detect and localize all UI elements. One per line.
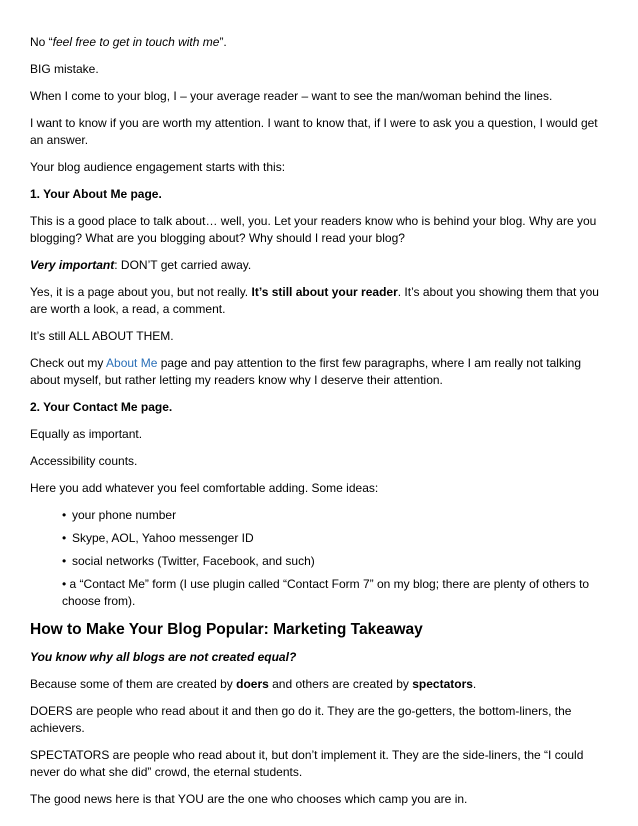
paragraph-average-reader: When I come to your blog, I – your average reader – want to see the man/woman behind the lines. xyxy=(30,89,553,103)
text: ”. xyxy=(219,35,227,49)
bold-italic-question: You know why all blogs are not created equal? xyxy=(30,650,297,664)
list-item-text: a “Contact Me” form (I use plugin called “Contact Form 7” on my blog; there are plenty of others to choose from). xyxy=(62,577,590,608)
bold-text: doers xyxy=(236,677,269,691)
bullet-icon: • xyxy=(62,508,67,522)
paragraph-talk-about-you: This is a good place to talk about… well, you. Let your readers know who is behind your blog. Why are you blogging? What are you blogging about? Why should I read your blog? xyxy=(30,214,597,245)
paragraph-all-about-them: It’s still ALL ABOUT THEM. xyxy=(30,329,174,343)
paragraph-doers-spectators xyxy=(30,676,608,693)
list-item-text: social networks (Twitter, Facebook, and such) xyxy=(72,554,315,568)
paragraph-good-news: The good news here is that YOU are the one who chooses which camp you are in. xyxy=(30,792,468,806)
text: . xyxy=(472,677,477,691)
list-item-text: Skype, AOL, Yahoo messenger ID xyxy=(72,531,254,545)
list-item xyxy=(62,507,608,524)
paragraph-some-ideas: Here you add whatever you feel comfortable adding. Some ideas: xyxy=(30,481,379,495)
text: Check out my xyxy=(30,356,107,370)
subheading-about-me-text: 1. Your About Me page. xyxy=(30,187,162,201)
paragraph-accessibility: Accessibility counts. xyxy=(30,454,138,468)
bullet-icon: • xyxy=(62,577,70,591)
paragraph-about-reader xyxy=(30,284,608,318)
section-heading: How to Make Your Blog Popular: Marketing Takeaway xyxy=(30,621,423,638)
list-item xyxy=(62,553,608,570)
text: and others are created by xyxy=(268,677,413,691)
paragraph-equally-important: Equally as important. xyxy=(30,427,143,441)
paragraph-spectators: SPECTATORS are people who read about it, but don’t implement it. They are the side-liners, the “I could never do what she did” crowd, the eternal students. xyxy=(30,748,584,779)
paragraph-big-mistake: BIG mistake. xyxy=(30,62,99,76)
bold-text: It’s still about your reader xyxy=(251,285,398,299)
list-item xyxy=(62,530,608,547)
paragraph-check-out xyxy=(30,355,608,389)
very-important-label: Very important xyxy=(30,258,115,272)
paragraph-very-important xyxy=(30,257,608,274)
text: Yes, it is a page about you, but not really. xyxy=(30,285,252,299)
text: : DON’T get carried away. xyxy=(114,258,252,272)
list-item xyxy=(62,576,608,610)
bold-text: spectators xyxy=(412,677,473,691)
subheading-contact-me xyxy=(30,399,608,416)
bullet-icon: • xyxy=(62,554,67,568)
subheading-about-me xyxy=(30,186,608,203)
italic-quote: feel free to get in touch with me xyxy=(52,35,220,49)
text: . It’s about you showing them that you are worth a look, a read, a comment. xyxy=(30,285,599,316)
ideas-list xyxy=(30,507,608,610)
text: No “ xyxy=(30,35,53,49)
paragraph-doers: DOERS are people who read about it and then go do it. They are the go-getters, the bottom-liners, the achievers. xyxy=(30,704,572,735)
about-me-link[interactable]: About Me xyxy=(106,356,158,370)
subheading-contact-me-text: 2. Your Contact Me page. xyxy=(30,400,173,414)
text: page and pay attention to the first few paragraphs, where I am really not talking about myself, but rather letting my readers know why I deserve their attention. xyxy=(30,356,581,387)
list-item-text: your phone number xyxy=(72,508,177,522)
text: Because some of them are created by xyxy=(30,677,237,691)
bullet-icon: • xyxy=(62,531,67,545)
paragraph-worth-attention: I want to know if you are worth my attention. I want to know that, if I were to ask you a question, I would get an answer. xyxy=(30,116,598,147)
paragraph-no-feel-free xyxy=(30,34,608,51)
paragraph-not-equal xyxy=(30,649,608,666)
paragraph-engagement-starts: Your blog audience engagement starts with this: xyxy=(30,160,286,174)
